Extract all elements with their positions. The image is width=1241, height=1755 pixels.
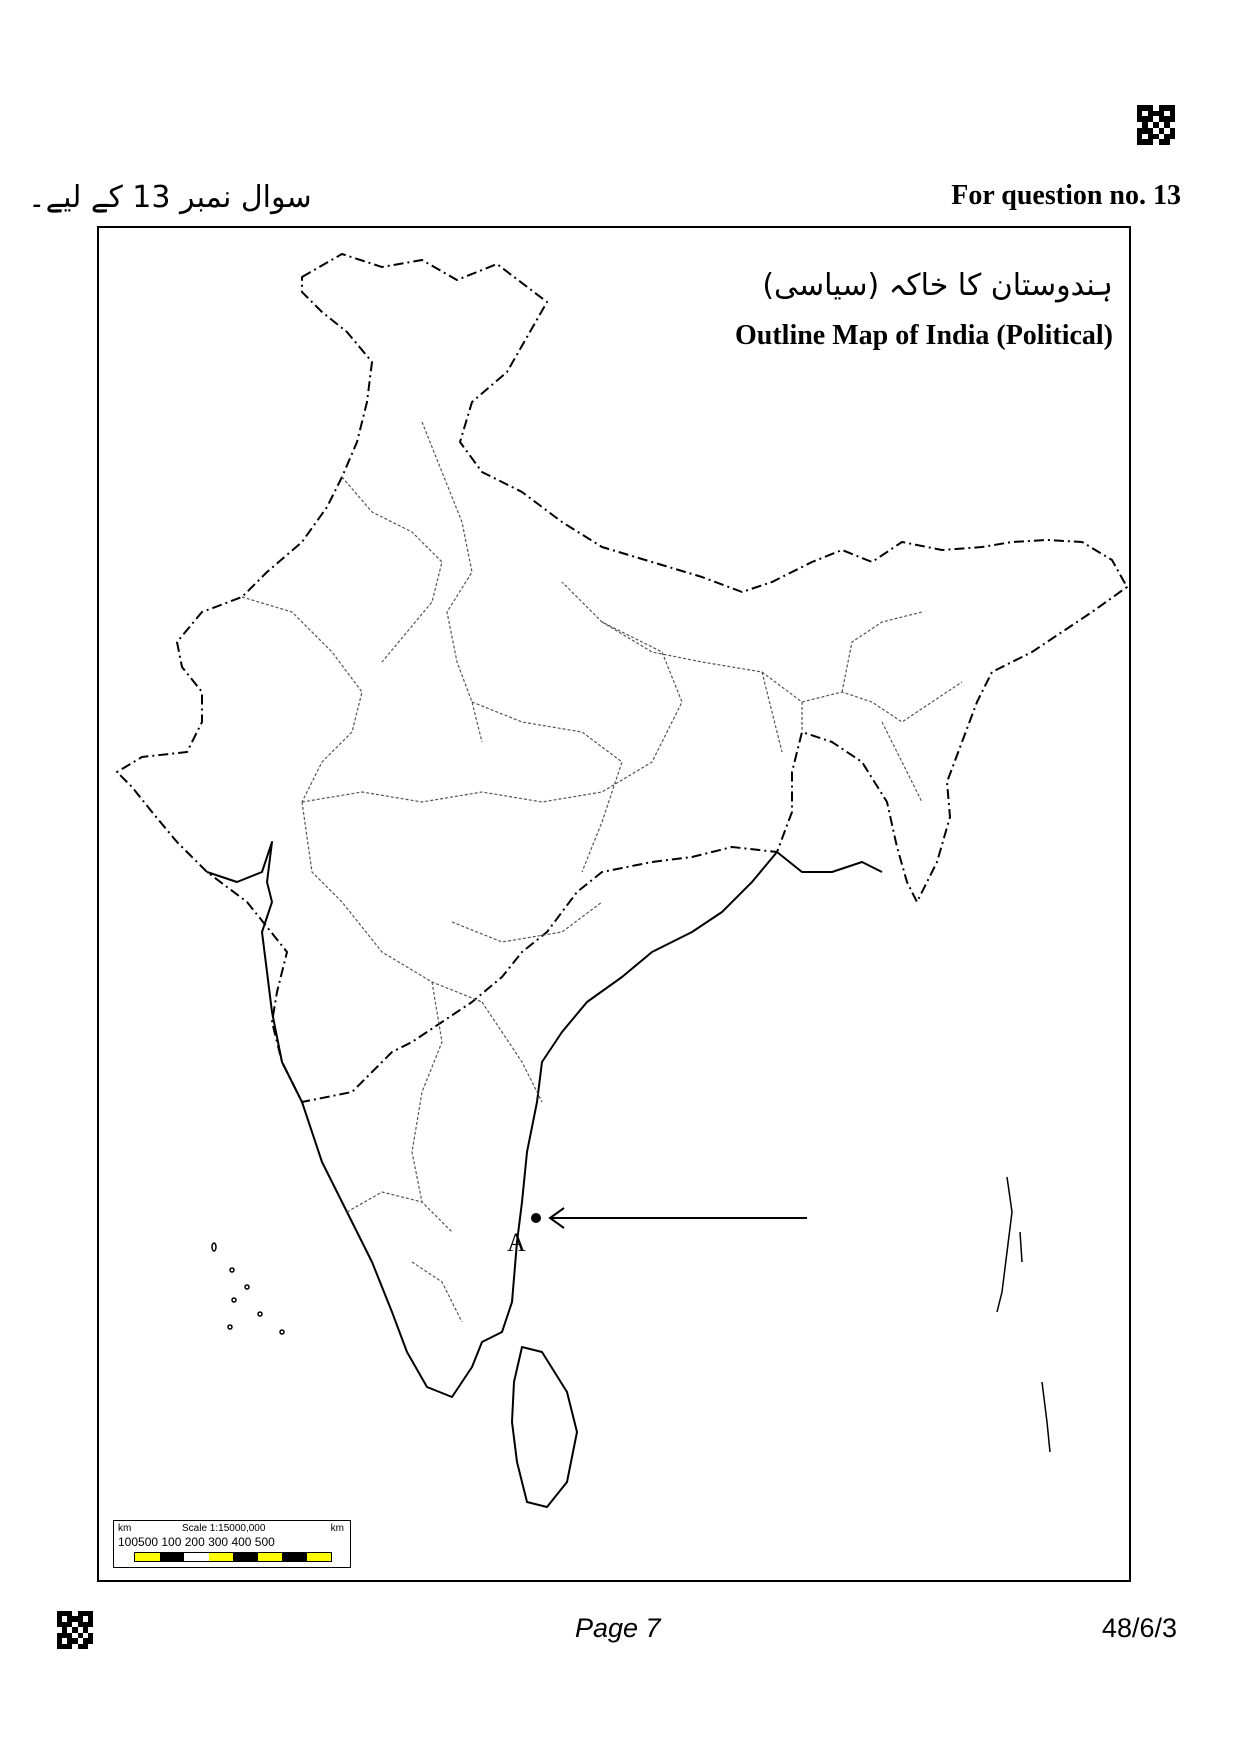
pointer-arrow: [550, 1208, 807, 1228]
scale-ratio: Scale 1:15000,000: [182, 1523, 266, 1534]
andaman-islands: [997, 1177, 1050, 1452]
india-outline-map: [99, 228, 1129, 1580]
lakshadweep-islands: [212, 1243, 284, 1334]
scale-unit-right: km: [330, 1523, 344, 1534]
scale-segment: [307, 1553, 332, 1561]
page-number: Page 7: [575, 1613, 661, 1643]
qr-code-icon: [57, 1611, 93, 1649]
scale-segment: [233, 1553, 258, 1561]
scale-unit-left: km: [118, 1523, 132, 1534]
international-border: [117, 254, 1127, 1102]
scale-bar: [113, 1520, 351, 1568]
scale-ticks: 100500 100 200 300 400 500: [118, 1535, 275, 1549]
paper-code: 48/6/3: [1101, 1613, 1177, 1643]
sri-lanka-outline: [512, 1347, 577, 1507]
location-marker-label: A: [507, 1228, 526, 1257]
question-label-urdu: سوال نمبر 13 کے لیے۔: [28, 180, 312, 215]
scale-segment: [184, 1553, 209, 1561]
coastline: [207, 842, 882, 1397]
scale-segment: [258, 1553, 283, 1561]
scale-segment: [135, 1553, 160, 1561]
scale-segment: [282, 1553, 307, 1561]
map-frame: [97, 226, 1131, 1582]
scale-segment: [160, 1553, 185, 1561]
qr-code-icon: [1137, 105, 1175, 145]
map-title-urdu: ہندوستان کا خاکہ (سیاسی): [762, 268, 1113, 303]
question-label-english: For question no. 13: [951, 180, 1181, 211]
location-marker-dot: [531, 1213, 541, 1223]
map-title-english: Outline Map of India (Political): [735, 320, 1113, 351]
scale-segment: [209, 1553, 234, 1561]
scale-bar-segments: [134, 1552, 332, 1562]
